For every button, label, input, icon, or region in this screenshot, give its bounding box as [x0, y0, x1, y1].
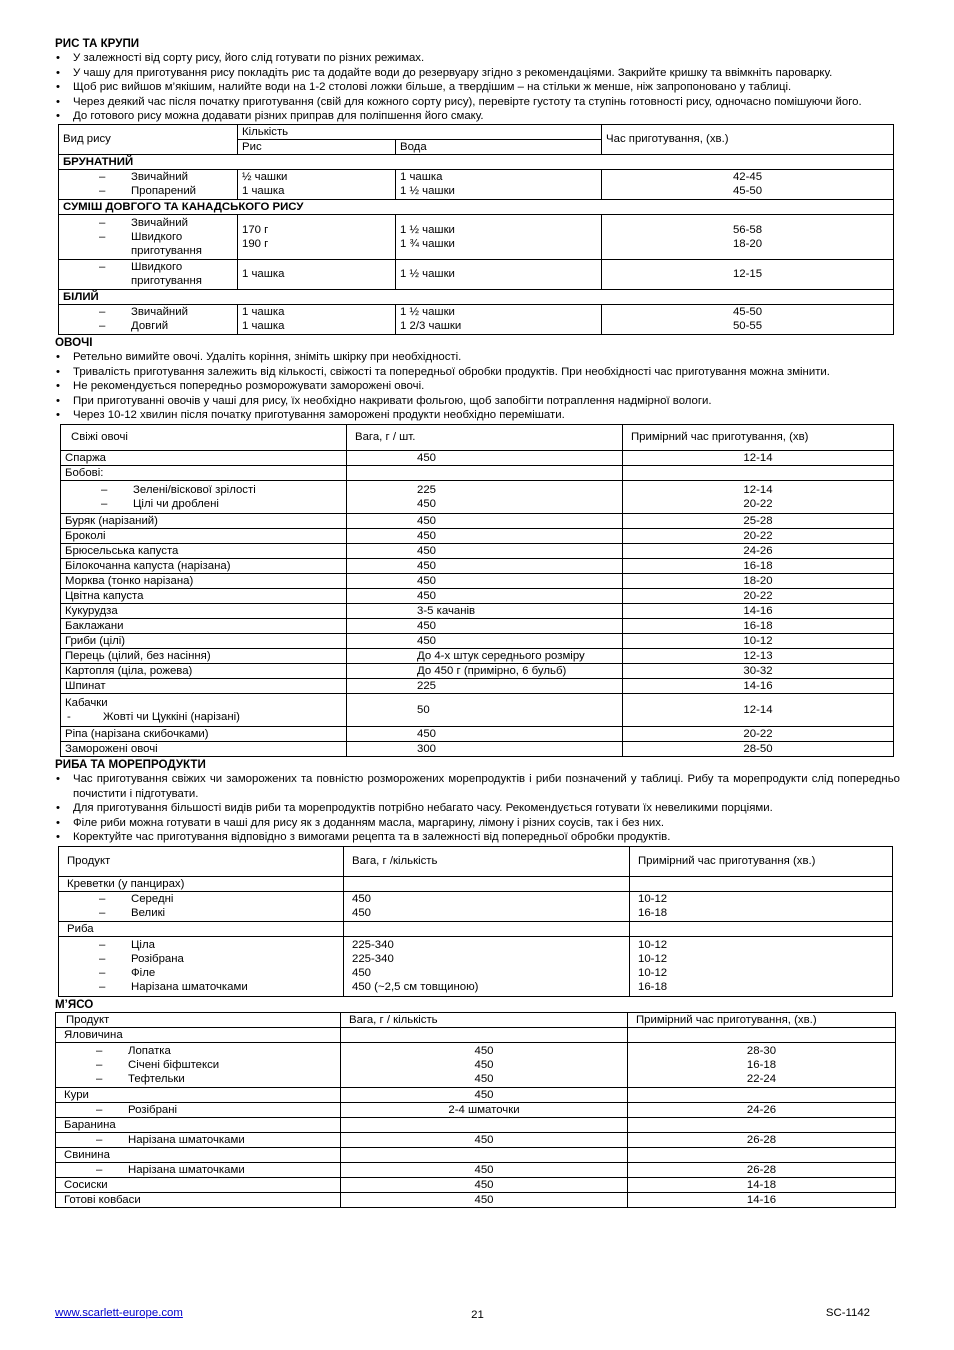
table-row	[56, 1042, 896, 1087]
row-item-label: Ціла	[131, 939, 155, 952]
cell-rice: 170 г 190 г	[238, 214, 396, 259]
list-item: • Тривалість приготування залежить від кількості, свіжості та попередньої обробки продуктів. При необхідності час приготування можна змінити.	[55, 365, 900, 380]
cell-time	[628, 1147, 896, 1162]
fish-group-title: Риба	[59, 921, 344, 936]
cell-weight: 450	[347, 513, 623, 528]
rice-header-water: Вода	[396, 139, 602, 154]
row-item-label: Швидкого приготування	[131, 230, 202, 257]
cell-weight: 2-4 шматочки	[341, 1102, 628, 1117]
row-item-label: Нарізана шматочками	[131, 981, 248, 994]
cell-time: 30-32	[623, 663, 894, 678]
row-item-label: Лопатка	[128, 1044, 171, 1057]
cell-time: 28-30 16-18 22-24	[628, 1042, 896, 1087]
meat-header-product: Продукт	[56, 1012, 341, 1027]
cell-time: 14-16	[623, 678, 894, 693]
cell-time: 20-22	[623, 726, 894, 741]
list-item: • Не рекомендується попередньо розморожувати заморожені овочі.	[55, 379, 900, 394]
cell-weight: 450	[347, 528, 623, 543]
cell-weight: 450	[347, 726, 623, 741]
row-item-label: Швидкого приготування	[131, 261, 202, 288]
page-footer	[55, 1307, 900, 1325]
dash-glyph: –	[99, 261, 106, 274]
dash-glyph: –	[96, 1044, 103, 1057]
list-item: • Коректуйте час приготування відповідно з вимогами рецепта та в залежності від попередньої обробки продуктів.	[55, 830, 900, 845]
cell-name: Баклажани	[61, 618, 347, 633]
table-row	[59, 304, 894, 334]
row-item-label: Звичайний	[131, 216, 188, 229]
table-row	[56, 1147, 896, 1162]
veg-bullets	[55, 350, 900, 423]
veg-header-time: Примірний час приготування, (хв)	[623, 424, 894, 450]
cell-water: 1 ½ чашки 1 2/3 чашки	[396, 304, 602, 334]
list-item: • У чашу для приготування рису покладіть рис та додайте води до резервуару згідно з рекомендаціями. Закрийте кришку та ввімкніть пароварку.	[55, 66, 900, 81]
cell-weight: 450	[347, 633, 623, 648]
table-row	[61, 741, 894, 756]
row-item-label: Нарізана шматочками	[128, 1133, 245, 1146]
list-item: • У залежності від сорту рису, його слід готувати по різних режимах.	[55, 51, 900, 66]
cell-weight: 225 450	[347, 480, 623, 513]
cell-water: 1 ½ чашки	[396, 259, 602, 289]
rice-group-title: БІЛИЙ	[59, 289, 894, 304]
row-item-label: Звичайний	[131, 171, 188, 184]
cell-name: Свинина	[56, 1147, 341, 1162]
cell-name	[56, 1132, 341, 1147]
cell-weight: 225	[347, 678, 623, 693]
table-row	[61, 480, 894, 513]
cell-weight: До 4-х штук середнього розміру	[347, 648, 623, 663]
fish-group-title: Креветки (у панцирах)	[59, 876, 344, 891]
cell-time: 12-14	[623, 450, 894, 465]
cell-name: Ріпа (нарізана скибочками)	[61, 726, 347, 741]
cell-time: 12-15	[602, 259, 894, 289]
table-row	[59, 214, 894, 259]
list-item: • Для приготування більшості видів риби та морепродуктів потрібно небагато часу. Рекомендується готувати їх невеликими порціями.	[55, 801, 900, 816]
table-row	[56, 1177, 896, 1192]
dash-glyph: –	[101, 483, 108, 496]
cell-rice: 1 чашка	[238, 259, 396, 289]
fish-header-time: Примірний час приготування (хв.)	[630, 846, 893, 876]
fish-header-product: Продукт	[59, 846, 344, 876]
cell-weight: 300	[347, 741, 623, 756]
cell-weight: 450	[341, 1192, 628, 1207]
cell-name	[61, 480, 347, 513]
cell-time: 56-58 18-20	[602, 214, 894, 259]
table-row	[59, 259, 894, 289]
cell-time: 14-16	[628, 1192, 896, 1207]
rice-heading: РИС ТА КРУПИ	[55, 37, 140, 50]
cell-name: Броколі	[61, 528, 347, 543]
list-item: • Час приготування свіжих чи заморожених та повністю розморожених морепродуктів і риби позначений у таблиці. Рибу та морепродукти слід попередньо почистити і підготувати.	[55, 772, 900, 801]
dash-glyph: –	[101, 497, 108, 510]
rice-group-title: СУМІШ ДОВГОГО ТА КАНАДСЬКОГО РИСУ	[59, 199, 894, 214]
cell-time: 26-28	[628, 1132, 896, 1147]
cell-name	[61, 693, 347, 726]
table-row	[56, 1117, 896, 1132]
cell-weight: 450	[347, 543, 623, 558]
dash-glyph: –	[99, 907, 106, 920]
meat-header-time: Примірний час приготування, (хв.)	[628, 1012, 896, 1027]
cell-name	[56, 1042, 341, 1087]
cell-time: 45-50 50-55	[602, 304, 894, 334]
row-item-label: Розібрані	[128, 1103, 178, 1116]
dash-glyph: –	[99, 230, 106, 243]
cell-weight	[347, 465, 623, 480]
rice-header-rice: Рис	[238, 139, 396, 154]
cell-name	[56, 1102, 341, 1117]
dash-glyph: –	[99, 967, 106, 980]
cell-water: 1 чашка 1 ½ чашки	[396, 169, 602, 199]
cell-time: 10-12	[623, 633, 894, 648]
list-item: • Ретельно вимийте овочі. Удаліть коріння, зніміть шкірку при необхідності.	[55, 350, 900, 365]
fish-bullets	[55, 772, 900, 845]
table-row	[56, 1102, 896, 1117]
page-content	[55, 36, 900, 1208]
cell-weight: 50	[347, 693, 623, 726]
list-item: • Щоб рис вийшов м’якішим, налийте води на 1-2 столові ложки більше, а твердішим – на стільки ж менше, ніж запропоновано у таблиці.	[55, 80, 900, 95]
dash-glyph: –	[99, 981, 106, 994]
row-item-label: Філе	[131, 967, 156, 980]
dash-glyph: -	[67, 710, 71, 723]
cell-name	[56, 1162, 341, 1177]
cell-time: 42-45 45-50	[602, 169, 894, 199]
cell-rice: 1 чашка 1 чашка	[238, 304, 396, 334]
table-row	[56, 1132, 896, 1147]
cell-time: 20-22	[623, 528, 894, 543]
veg-header-weight: Вага, г / шт.	[347, 424, 623, 450]
cell-time	[628, 1087, 896, 1102]
cell-name: Кури	[56, 1087, 341, 1102]
cell-weight	[341, 1147, 628, 1162]
cell-time: 26-28	[628, 1162, 896, 1177]
rice-table	[58, 124, 894, 335]
table-row	[61, 663, 894, 678]
dash-glyph: –	[99, 171, 106, 184]
cell-name: Кукурудза	[61, 603, 347, 618]
table-row	[61, 558, 894, 573]
cell-weight: 450	[341, 1132, 628, 1147]
cell-name: Готові ковбаси	[56, 1192, 341, 1207]
dash-glyph: –	[99, 185, 106, 198]
dash-glyph: –	[96, 1058, 103, 1071]
fish-table	[58, 846, 893, 997]
fish-heading: РИБА ТА МОРЕПРОДУКТИ	[55, 757, 206, 771]
cell-time: 25-28	[623, 513, 894, 528]
row-item-label: Тефтельки	[128, 1072, 185, 1085]
cell-time	[623, 465, 894, 480]
table-row	[56, 1192, 896, 1207]
row-item-label: Цілі чи дроблені	[133, 497, 219, 510]
table-row	[61, 513, 894, 528]
dash-glyph: –	[99, 306, 106, 319]
cell-water: 1 ½ чашки 1 ¾ чашки	[396, 214, 602, 259]
list-item: • Через 10-12 хвилин після початку приготування заморожені продукти необхідно перемішати.	[55, 408, 900, 423]
cell-name: Буряк (нарізаний)	[61, 513, 347, 528]
cell-name: Морква (тонко нарізана)	[61, 573, 347, 588]
row-item-note: Жовті чи Цуккіні (нарізані)	[103, 710, 240, 723]
table-row	[56, 1087, 896, 1102]
meat-header-weight: Вага, г / кількість	[341, 1012, 628, 1027]
dash-glyph: –	[96, 1103, 103, 1116]
table-row	[61, 465, 894, 480]
table-row	[59, 936, 893, 996]
row-item-label: Нарізана шматочками	[128, 1163, 245, 1176]
rice-header-kind: Вид рису	[59, 124, 238, 154]
cell-weight: 450	[347, 558, 623, 573]
table-row	[61, 678, 894, 693]
cell-weight	[341, 1117, 628, 1132]
cell-time: 24-26	[623, 543, 894, 558]
cell-time: 16-18	[623, 558, 894, 573]
meat-heading: М’ЯСО	[55, 997, 94, 1011]
cell-time	[628, 1117, 896, 1132]
cell-name: Заморожені овочі	[61, 741, 347, 756]
dash-glyph: –	[99, 953, 106, 966]
table-row	[61, 573, 894, 588]
cell-name: Сосиски	[56, 1177, 341, 1192]
cell-time: 16-18	[623, 618, 894, 633]
cell-name: Перець (цілий, без насіння)	[61, 648, 347, 663]
cell-time	[628, 1027, 896, 1042]
cell-name: Цвітна капуста	[61, 588, 347, 603]
cell-time: 10-12 16-18	[630, 891, 893, 921]
row-item-label: Пропарений	[131, 185, 197, 198]
cell-weight: 450 450 450	[341, 1042, 628, 1087]
cell-weight: 450	[347, 618, 623, 633]
cell-name: Яловичина	[56, 1027, 341, 1042]
model-number: SC-1142	[825, 1307, 870, 1319]
table-row	[56, 1027, 896, 1042]
table-row	[61, 726, 894, 741]
cell-weight: 450	[341, 1162, 628, 1177]
rice-header-qty: Кількість	[238, 124, 602, 139]
row-item-label: Звичайний	[131, 306, 188, 319]
table-row	[61, 588, 894, 603]
cell-name: Гриби (цілі)	[61, 633, 347, 648]
rice-header-time: Час приготування, (хв.)	[602, 124, 894, 154]
dash-glyph: –	[99, 939, 106, 952]
veg-header-name: Свіжі овочі	[61, 424, 347, 450]
row-item-label: Кабачки	[65, 696, 108, 709]
cell-name: Картопля (ціла, рожева)	[61, 663, 347, 678]
cell-weight: До 450 г (примірно, 6 бульб)	[347, 663, 623, 678]
row-item-label: Великі	[131, 907, 166, 920]
table-row	[61, 693, 894, 726]
dash-glyph: –	[99, 216, 106, 229]
cell-time: 10-12 10-12 10-12 16-18	[630, 936, 893, 996]
table-row	[61, 528, 894, 543]
cell-weight: 450	[347, 588, 623, 603]
cell-name: Шпинат	[61, 678, 347, 693]
cell-rice: ½ чашки 1 чашка	[238, 169, 396, 199]
cell-weight: 225-340 225-340 450 450 (~2,5 см товщиною)	[344, 936, 630, 996]
table-row	[61, 618, 894, 633]
dash-glyph: –	[96, 1163, 103, 1176]
row-item-label: Розібрана	[131, 953, 184, 966]
cell-weight: 450	[347, 573, 623, 588]
row-item-label: Довгий	[131, 320, 169, 333]
website-link[interactable]: www.scarlett-europe.com	[55, 1307, 183, 1319]
page-number: 21	[471, 1309, 484, 1321]
table-row	[59, 891, 893, 921]
table-row	[61, 543, 894, 558]
cell-time: 18-20	[623, 573, 894, 588]
rice-bullets	[55, 51, 900, 124]
cell-time: 12-14	[623, 693, 894, 726]
cell-time: 14-16	[623, 603, 894, 618]
cell-time: 14-18	[628, 1177, 896, 1192]
cell-name: Білокочанна капуста (нарізана)	[61, 558, 347, 573]
table-row	[61, 648, 894, 663]
dash-glyph: –	[96, 1133, 103, 1146]
cell-weight: 450	[341, 1177, 628, 1192]
veg-heading: ОВОЧІ	[55, 335, 93, 349]
cell-weight	[341, 1027, 628, 1042]
list-item: • Філе риби можна готувати в чаші для рису як з доданням масла, маргарину, лімону і різних соусів, так і без них.	[55, 816, 900, 831]
cell-time: 20-22	[623, 588, 894, 603]
list-item: • До готового рису можна додавати різних приправ для поліпшення його смаку.	[55, 109, 900, 124]
row-item-label: Січені біфштекси	[128, 1058, 220, 1071]
dash-glyph: –	[96, 1072, 103, 1085]
meat-table	[55, 1012, 896, 1208]
table-row	[59, 169, 894, 199]
cell-name: Баранина	[56, 1117, 341, 1132]
dash-glyph: –	[99, 893, 106, 906]
row-item-label: Середні	[131, 893, 174, 906]
cell-name: Бобові:	[61, 465, 347, 480]
row-item-label: Зелені/віскової зрілості	[133, 483, 256, 496]
cell-time: 12-14 20-22	[623, 480, 894, 513]
cell-weight: 450 450	[344, 891, 630, 921]
cell-name: Брюсельська капуста	[61, 543, 347, 558]
table-row	[61, 603, 894, 618]
vegetables-table	[60, 424, 894, 757]
cell-weight: 450	[347, 450, 623, 465]
rice-group-title: БРУНАТНИЙ	[59, 154, 894, 169]
cell-name: Спаржа	[61, 450, 347, 465]
list-item: • Через деякий час після початку приготування (свій для кожного сорту рису), перевірте густоту та ступінь готовності рису, одночасно помішуючи його.	[55, 95, 900, 110]
list-item: • При приготуванні овочів у чаші для рису, їх необхідно накривати фольгою, щоб запобігти потраплення надмірної вологи.	[55, 394, 900, 409]
cell-weight: 3-5 качанів	[347, 603, 623, 618]
cell-weight: 450	[341, 1087, 628, 1102]
cell-time: 24-26	[628, 1102, 896, 1117]
table-row	[61, 450, 894, 465]
table-row	[61, 633, 894, 648]
table-row	[56, 1162, 896, 1177]
fish-header-weight: Вага, г /кількість	[344, 846, 630, 876]
cell-time: 12-13	[623, 648, 894, 663]
dash-glyph: –	[99, 320, 106, 333]
cell-time: 28-50	[623, 741, 894, 756]
